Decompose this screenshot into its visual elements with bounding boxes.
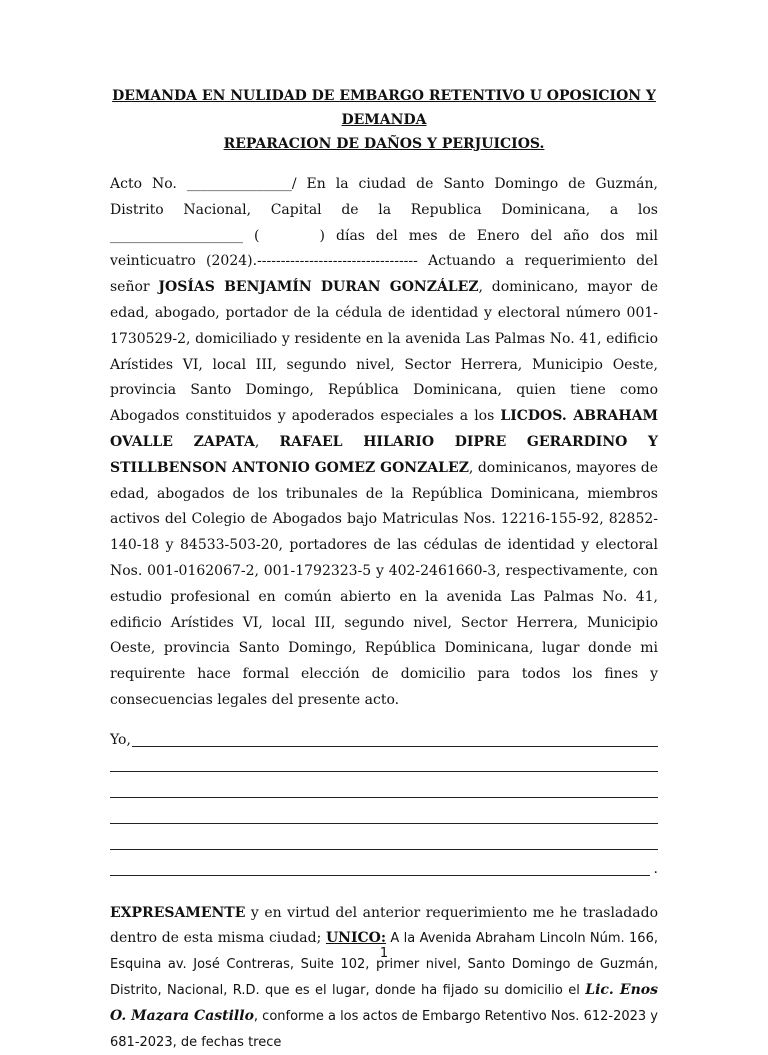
blank-line-yo[interactable] xyxy=(110,728,658,754)
petitioner-name: JOSÍAS BENJAMÍN DURAN GONZÁLEZ xyxy=(158,279,479,296)
unico-label: UNICO: xyxy=(325,930,387,947)
expresamente-lead: EXPRESAMENTE xyxy=(110,904,246,921)
blank-line[interactable] xyxy=(110,831,658,857)
expresamente-text-1: y en virtud del anterior requerimiento me he trasladado dentro de esta misma ciudad; xyxy=(110,904,658,947)
blank-line[interactable] xyxy=(110,754,658,780)
lic-name: Lic. Enos O. Mazara Castillo xyxy=(110,981,658,1024)
act-text-4: , xyxy=(254,433,280,450)
act-text-3: , dominicano, mayor de edad, abogado, portador de la cédula de identidad y electoral número 001-1730529-2, domiciliado y residente en la avenida Las Palmas No. 41, edificio Arístides VI, local III, segundo nivel, Sector Herrera, Municipio Oeste, provincia Santo Domingo, República Dominicana, quien tiene como Abogados constituidos y apoderados especiales a los xyxy=(110,279,658,425)
document-body xyxy=(110,84,658,1055)
title-line-2: REPARACION DE DAÑOS Y PERJUICIOS. xyxy=(223,136,545,152)
document-title xyxy=(110,84,658,156)
blank-line-final[interactable] xyxy=(110,857,658,883)
paragraph-expresamente xyxy=(110,901,658,1055)
act-text-1: Acto No. _______________/ En la ciudad de Santo Domingo de Guzmán, Distrito Nacional, Capital de la Republica Dominicana, a los ___________________ ( xyxy=(110,176,658,244)
attorney-names-2: RAFAEL HILARIO DIPRE GERARDINO Y STILLBENSON ANTONIO GOMEZ GONZALEZ xyxy=(110,433,659,476)
act-text-5: , dominicanos, mayores de edad, abogados de los tribunales de la República Dominicana, miembros activos del Colegio de Abogados bajo Matriculas Nos. 12216-155-92, 82852-140-18 y 84533-503-20, portadores de las cédulas de identidad y electoral Nos. 001-0162067-2, 001-1792323-5 y 402-2461660-3, respectivamente, con estudio profesional en común abierto en la avenida Las Palmas No. 41, edificio Arístides VI, local III, segundo nivel, Sector Herrera, Municipio Oeste, provincia Santo Domingo, República Dominicana, lugar donde mi requirente hace formal elección de domicilio para todos los fines y consecuencias legales del presente acto. xyxy=(110,459,658,708)
paragraph-act xyxy=(110,172,658,714)
expresamente-text-2: A la Avenida Abraham Lincoln Núm. 166, Esquina av. José Contreras, Suite 102, primer nivel, Santo Domingo de Guzmán, Distrito, Nacional, R.D. que es el lugar, donde ha fijado su domicilio el xyxy=(110,931,658,998)
final-period: . xyxy=(653,860,658,877)
yo-label: Yo, xyxy=(110,731,131,748)
title-line-1: DEMANDA EN NULIDAD DE EMBARGO RETENTIVO U OPOSICION Y DEMANDA xyxy=(112,88,656,128)
blank-line[interactable] xyxy=(110,805,658,831)
blank-line[interactable] xyxy=(110,779,658,805)
bailiff-blank-block xyxy=(110,728,658,883)
attorney-name-1: LICDOS. ABRAHAM OVALLE ZAPATA xyxy=(110,408,658,450)
act-text-2: ) días del mes de Enero del año dos mil veinticuatro (2024).---------------------------------- Actuando a requerimiento del señor xyxy=(110,227,658,296)
expresamente-text-3: , conforme a los actos de Embargo Retentivo Nos. 612-2023 y 681-2023, de fechas trece xyxy=(110,1008,658,1050)
page-number: 1 xyxy=(379,946,389,961)
